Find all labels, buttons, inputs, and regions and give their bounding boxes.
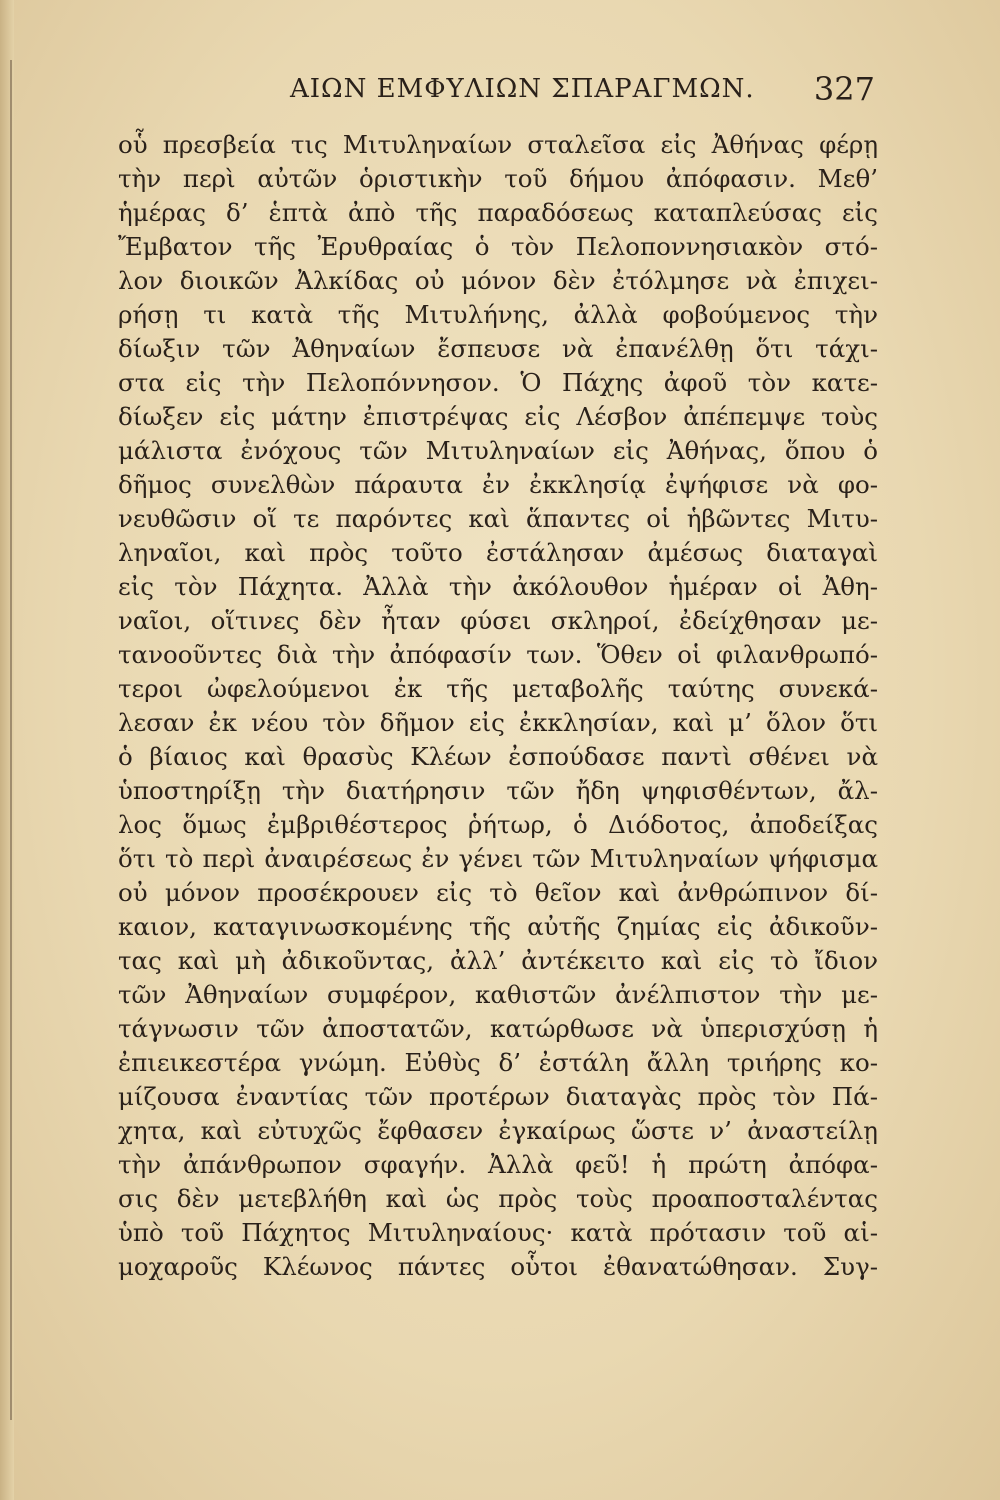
text-line: τανοοῦντες διὰ τὴν ἀπόφασίν των. Ὅθεν οἱ φιλανθρωπό-	[118, 640, 878, 669]
text-line: καιον, καταγινωσκομένης τῆς αὐτῆς ζημίας εἰς ἀδικοῦν-	[118, 912, 878, 941]
text-line: τὴν περὶ αὐτῶν ὁριστικὴν τοῦ δήμου ἀπόφασιν. Μεθ’	[118, 164, 878, 193]
text-line: δῆμος συνελθὼν πάραυτα ἐν ἐκκλησίᾳ ἐψήφισε νὰ φο-	[118, 470, 878, 499]
text-line: ὑποστηρίξῃ τὴν διατήρησιν τῶν ἤδη ψηφισθέντων, ἄλ-	[118, 776, 878, 805]
text-line: ὁ βίαιος καὶ θρασὺς Κλέων ἐσπούδασε παντὶ σθένει νὰ	[118, 742, 878, 771]
text-line: Ἔμβατον τῆς Ἐρυθραίας ὁ τὸν Πελοποννησιακὸν στό-	[118, 232, 878, 261]
text-line: λος ὅμως ἐμβριθέστερος ῥήτωρ, ὁ Διόδοτος, ἀποδείξας	[118, 810, 878, 839]
text-line: στα εἰς τὴν Πελοπόννησον. Ὁ Πάχης ἀφοῦ τὸν κατε-	[118, 368, 878, 397]
page-header	[130, 62, 875, 112]
text-line: χητα, καὶ εὐτυχῶς ἔφθασεν ἐγκαίρως ὥστε ν’ ἀναστείλῃ	[118, 1116, 878, 1145]
text-line: οὗ πρεσβεία τις Μιτυληναίων σταλεῖσα εἰς Ἀθήνας φέρῃ	[118, 130, 878, 159]
text-line: τας καὶ μὴ ἀδικοῦντας, ἀλλ’ ἀντέκειτο καὶ εἰς τὸ ἴδιον	[118, 946, 878, 975]
text-line: ἡμέρας δ’ ἑπτὰ ἀπὸ τῆς παραδόσεως καταπλεύσας εἰς	[118, 198, 878, 227]
text-line: τῶν Ἀθηναίων συμφέρον, καθιστῶν ἀνέλπιστον τὴν με-	[118, 980, 878, 1009]
text-line: τεροι ὠφελούμενοι ἐκ τῆς μεταβολῆς ταύτης συνεκά-	[118, 674, 878, 703]
text-line: δίωξεν εἰς μάτην ἐπιστρέψας εἰς Λέσβον ἀπέπεμψε τοὺς	[118, 402, 878, 431]
page-number: 327	[813, 70, 875, 108]
text-line: σις δὲν μετεβλήθη καὶ ὡς πρὸς τοὺς προαποσταλέντας	[118, 1184, 878, 1213]
text-line: ληναῖοι, καὶ πρὸς τοῦτο ἐστάλησαν ἀμέσως διαταγαὶ	[118, 538, 878, 567]
text-line: ὅτι τὸ περὶ ἀναιρέσεως ἐν γένει τῶν Μιτυληναίων ψήφισμα	[118, 844, 878, 873]
text-line: ἐπιεικεστέρα γνώμη. Εὐθὺς δ’ ἐστάλη ἄλλη τριήρης κο-	[118, 1048, 878, 1077]
text-line: λον διοικῶν Ἀλκίδας οὐ μόνον δὲν ἐτόλμησε νὰ ἐπιχει-	[118, 266, 878, 295]
binding-line	[10, 60, 12, 1420]
text-line: μάλιστα ἐνόχους τῶν Μιτυληναίων εἰς Ἀθήνας, ὅπου ὁ	[118, 436, 878, 465]
text-line: τάγνωσιν τῶν ἀποστατῶν, κατώρθωσε νὰ ὑπερισχύσῃ ἡ	[118, 1014, 878, 1043]
text-line: ὑπὸ τοῦ Πάχητος Μιτυληναίους· κατὰ πρότασιν τοῦ αἱ-	[118, 1218, 878, 1247]
text-line: μίζουσα ἐναντίας τῶν προτέρων διαταγὰς πρὸς τὸν Πά-	[118, 1082, 878, 1111]
text-line: τὴν ἀπάνθρωπον σφαγήν. Ἀλλὰ φεῦ! ἡ πρώτη ἀπόφα-	[118, 1150, 878, 1179]
text-line: λεσαν ἐκ νέου τὸν δῆμον εἰς ἐκκλησίαν, καὶ μ’ ὅλον ὅτι	[118, 708, 878, 737]
text-line: μοχαροῦς Κλέωνος πάντες οὗτοι ἐθανατώθησαν. Συγ-	[118, 1252, 878, 1281]
text-line: δίωξιν τῶν Ἀθηναίων ἔσπευσε νὰ ἐπανέλθῃ ὅτι τάχι-	[118, 334, 878, 363]
text-line: οὐ μόνον προσέκρουεν εἰς τὸ θεῖον καὶ ἀνθρώπινον δί-	[118, 878, 878, 907]
text-line: εἰς τὸν Πάχητα. Ἀλλὰ τὴν ἀκόλουθον ἡμέραν οἱ Ἀθη-	[118, 572, 878, 601]
text-line: ναῖοι, οἵτινες δὲν ἦταν φύσει σκληροί, ἐδείχθησαν με-	[118, 606, 878, 635]
text-line: νευθῶσιν οἵ τε παρόντες καὶ ἅπαντες οἱ ἡβῶντες Μιτυ-	[118, 504, 878, 533]
text-line: ρήσῃ τι κατὰ τῆς Μιτυλήνης, ἀλλὰ φοβούμενος τὴν	[118, 300, 878, 329]
body-text	[118, 128, 878, 1284]
running-head: ΑΙΩΝ ΕΜΦΥΛΙΩΝ ΣΠΑΡΑΓΜΩΝ.	[290, 74, 755, 104]
